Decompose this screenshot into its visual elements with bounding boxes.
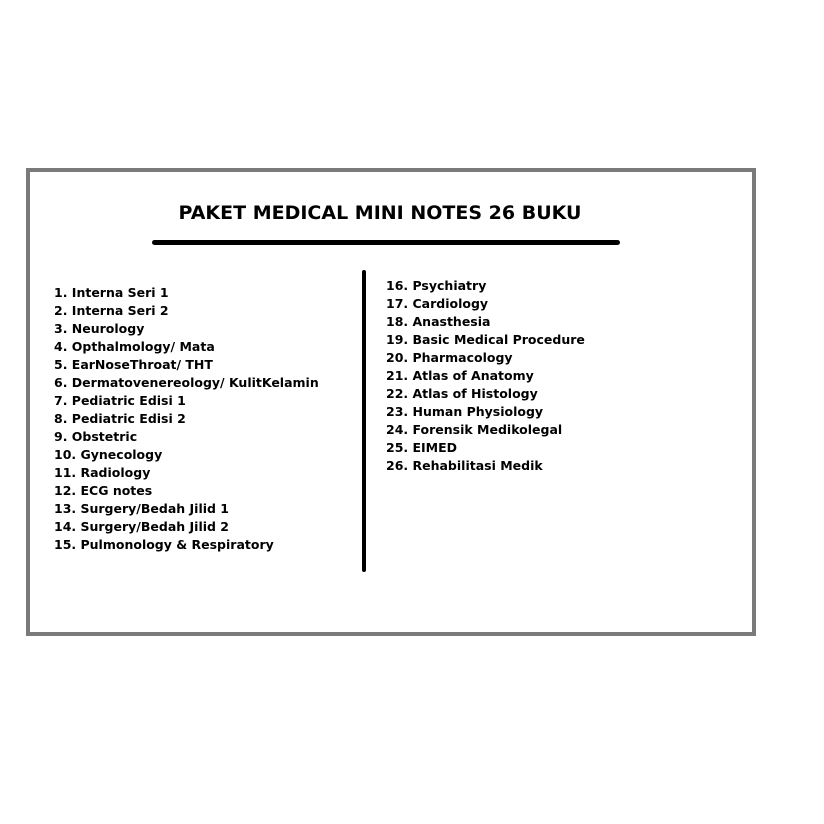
list-item: 19. Basic Medical Procedure (386, 332, 585, 347)
list-item: 5. EarNoseThroat/ THT (54, 357, 213, 372)
list-item: 4. Opthalmology/ Mata (54, 339, 215, 354)
list-item: 7. Pediatric Edisi 1 (54, 393, 186, 408)
list-item: 17. Cardiology (386, 296, 489, 311)
list-item: 20. Pharmacology (386, 350, 513, 365)
list-item: 2. Interna Seri 2 (54, 303, 169, 318)
list-item: 13. Surgery/Bedah Jilid 1 (54, 501, 230, 516)
page-title: PAKET MEDICAL MINI NOTES 26 BUKU (178, 202, 582, 224)
column-divider (362, 270, 366, 572)
list-item: 18. Anasthesia (386, 314, 491, 329)
book-list-left (54, 284, 319, 554)
list-item: 12. ECG notes (54, 483, 153, 498)
list-item: 26. Rehabilitasi Medik (386, 458, 543, 473)
list-item: 3. Neurology (54, 321, 145, 336)
list-item: 21. Atlas of Anatomy (386, 368, 534, 383)
list-item: 24. Forensik Medikolegal (386, 422, 563, 437)
list-item: 11. Radiology (54, 465, 151, 480)
list-item: 8. Pediatric Edisi 2 (54, 411, 186, 426)
list-item: 15. Pulmonology & Respiratory (54, 537, 274, 552)
list-item: 22. Atlas of Histology (386, 386, 538, 401)
list-item: 14. Surgery/Bedah Jilid 2 (54, 519, 230, 534)
list-item: 23. Human Physiology (386, 404, 544, 419)
list-item: 16. Psychiatry (386, 278, 487, 293)
list-item: 1. Interna Seri 1 (54, 285, 169, 300)
list-item: 10. Gynecology (54, 447, 163, 462)
book-list-right (386, 277, 585, 475)
list-item: 6. Dermatovenereology/ KulitKelamin (54, 375, 319, 390)
book-list-card (26, 168, 756, 636)
title-underline (152, 240, 620, 245)
list-item: 25. EIMED (386, 440, 458, 455)
list-item: 9. Obstetric (54, 429, 138, 444)
